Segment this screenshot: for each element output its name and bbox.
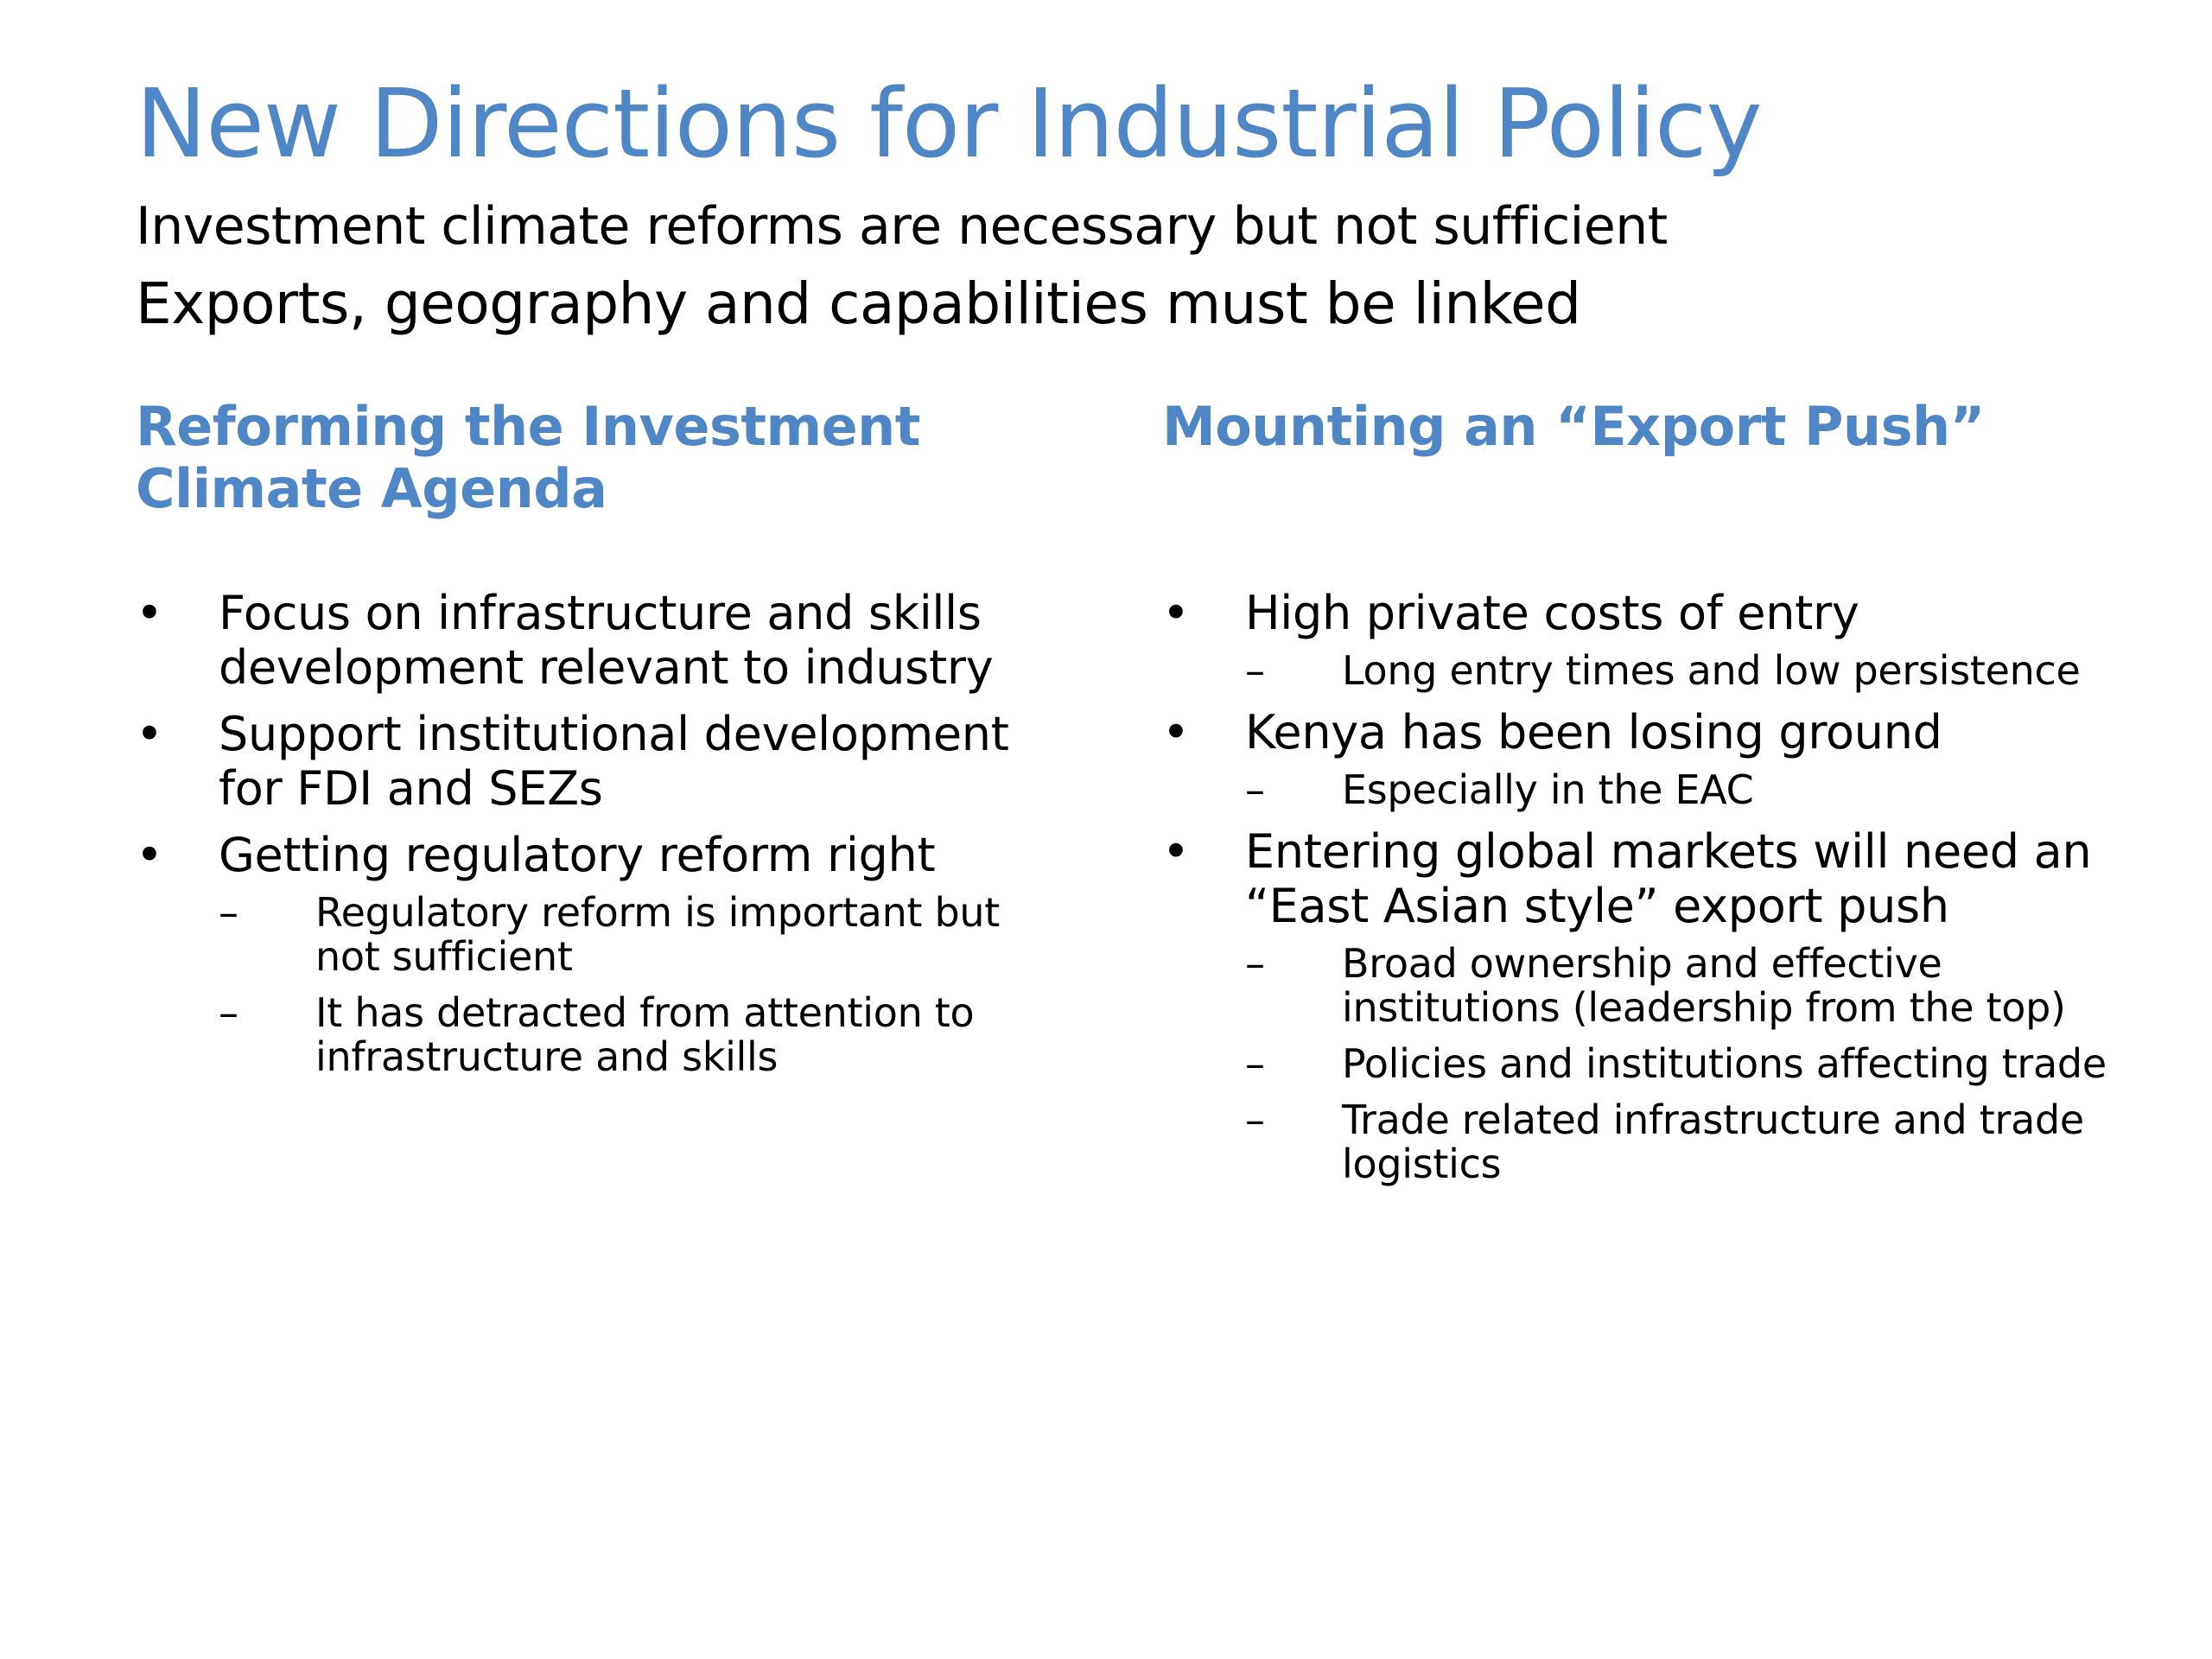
bullet-text: Kenya has been losing ground — [1245, 705, 1942, 760]
dash-marker: – — [1245, 940, 1265, 987]
right-column-heading: Mounting an “Export Push” — [1162, 395, 1985, 458]
sub-bullet-list — [1245, 768, 2121, 812]
bullet-item — [1162, 586, 2121, 693]
bullet-item — [136, 707, 1069, 816]
bullet-text: High private costs of entry — [1245, 586, 1859, 640]
slide-title: New Directions for Industrial Policy — [136, 68, 1762, 179]
right-column — [1162, 396, 2121, 1198]
sub-bullet-text: Broad ownership and effective institutions (leadership from the top) — [1342, 940, 2066, 1031]
sub-bullet-text: Long entry times and low persistence — [1342, 647, 2081, 694]
left-column-heading: Reforming the Investment Climate Agenda — [136, 395, 920, 520]
sub-bullet-item — [1245, 1098, 2121, 1186]
sub-bullet-list — [1245, 942, 2121, 1186]
dash-marker: – — [219, 989, 238, 1036]
sub-bullet-text: Regulatory reform is important but not sufficient — [315, 889, 1000, 980]
sub-bullet-item — [219, 991, 1069, 1079]
dash-marker: – — [219, 889, 238, 936]
bullet-marker: • — [1162, 586, 1190, 640]
bullet-marker: • — [136, 586, 163, 640]
sub-bullet-list — [219, 891, 1069, 1079]
subtitle-2: Exports, geography and capabilities must be linked — [136, 270, 1581, 337]
bullet-text: Support institutional development for FDI and SEZs — [219, 707, 1009, 816]
dash-marker: – — [1245, 1096, 1265, 1143]
sub-bullet-item — [1245, 1042, 2121, 1086]
dash-marker: – — [1245, 1040, 1265, 1087]
bullet-marker: • — [136, 707, 163, 761]
sub-bullet-text: Trade related infrastructure and trade logistics — [1342, 1096, 2084, 1187]
bullet-item — [1162, 705, 2121, 812]
sub-bullet-item — [219, 891, 1069, 979]
left-bullet-list — [136, 586, 1069, 1079]
bullet-item — [1162, 824, 2121, 1186]
bullet-marker: • — [1162, 705, 1190, 760]
dash-marker: – — [1245, 766, 1265, 813]
subtitle-1: Investment climate reforms are necessary but not sufficient — [136, 196, 1668, 257]
dash-marker: – — [1245, 647, 1265, 694]
bullet-item — [136, 586, 1069, 695]
sub-bullet-item — [1245, 649, 2121, 693]
right-bullet-list — [1162, 586, 2121, 1186]
bullet-marker: • — [136, 828, 163, 882]
bullet-text: Focus on infrastructure and skills development relevant to industry — [219, 586, 994, 695]
bullet-text: Entering global markets will need an “East Asian style” export push — [1245, 824, 2092, 933]
sub-bullet-item — [1245, 942, 2121, 1030]
bullet-text: Getting regulatory reform right — [219, 828, 936, 882]
sub-bullet-text: Policies and institutions affecting trade — [1342, 1040, 2107, 1087]
sub-bullet-text: It has detracted from attention to infrastructure and skills — [315, 989, 975, 1080]
bullet-item — [136, 828, 1069, 1079]
sub-bullet-list — [1245, 649, 2121, 693]
left-column — [136, 396, 1069, 1091]
sub-bullet-text: Especially in the EAC — [1342, 766, 1754, 813]
bullet-marker: • — [1162, 824, 1190, 879]
sub-bullet-item — [1245, 768, 2121, 812]
